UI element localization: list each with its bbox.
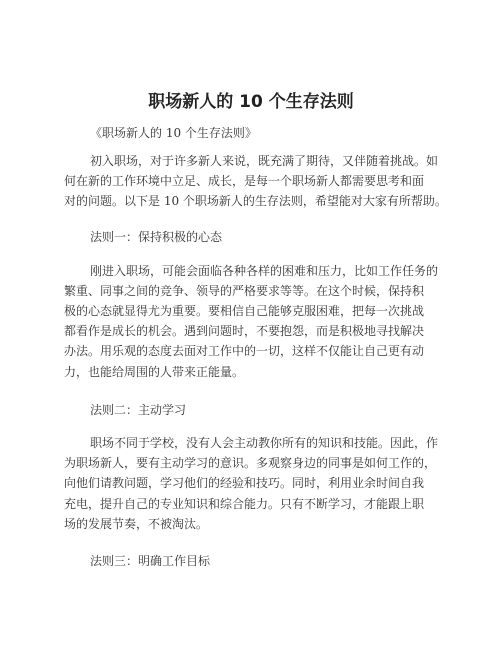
rule-2-line-4: 充电，提升自己的专业知识和综合能力。只有不断学习，才能跟上职 xyxy=(64,497,425,511)
rule-3-heading: 法则三：明确工作目标 xyxy=(90,554,211,568)
book-title-line: 《职场新人的 10 个生存法则》 xyxy=(90,126,257,140)
intro-line-3: 对的问题。以下是 10 个职场新人的生存法则，希望能对大家有所帮助。 xyxy=(64,194,447,208)
rule-2-line-1: 职场不同于学校，没有人会主动教你所有的知识和技能。因此，作 xyxy=(90,436,439,450)
rule-1-line-1: 刚进入职场，可能会面临各种各样的困难和压力，比如工作任务的 xyxy=(90,264,439,278)
rule-1-line-6: 力，也能给周围的人带来正能量。 xyxy=(64,365,245,379)
rule-2-line-5: 场的发展节奏，不被淘汰。 xyxy=(64,517,209,531)
rule-2-heading: 法则二：主动学习 xyxy=(90,403,187,417)
rule-1-line-2: 繁重、同事之间的竞争、领导的严格要求等等。在这个时候，保持积 xyxy=(64,284,425,298)
rule-2-line-2: 为职场新人，要有主动学习的意识。多观察身边的同事是如何工作的， xyxy=(64,456,437,470)
rule-2-line-3: 向他们请教问题，学习他们的经验和技巧。同时，利用业余时间自我 xyxy=(64,476,425,490)
rule-1-line-4: 都看作是成长的机会。遇到问题时，不要抱怨，而是积极地寻找解决 xyxy=(64,324,425,338)
rule-1-line-5: 办法。用乐观的态度去面对工作中的一切，这样不仅能让自己更有动 xyxy=(64,344,425,358)
intro-line-2: 何在新的工作环境中立足、成长，是每一个职场新人都需要思考和面 xyxy=(64,174,425,188)
rule-1-heading: 法则一：保持积极的心态 xyxy=(90,230,223,244)
document-title: 职场新人的 10 个生存法则 xyxy=(148,92,354,112)
intro-line-1: 初入职场，对于许多新人来说，既充满了期待，又伴随着挑战。如 xyxy=(90,154,439,168)
rule-1-line-3: 极的心态就显得尤为重要。要相信自己能够克服困难，把每一次挑战 xyxy=(64,304,425,318)
